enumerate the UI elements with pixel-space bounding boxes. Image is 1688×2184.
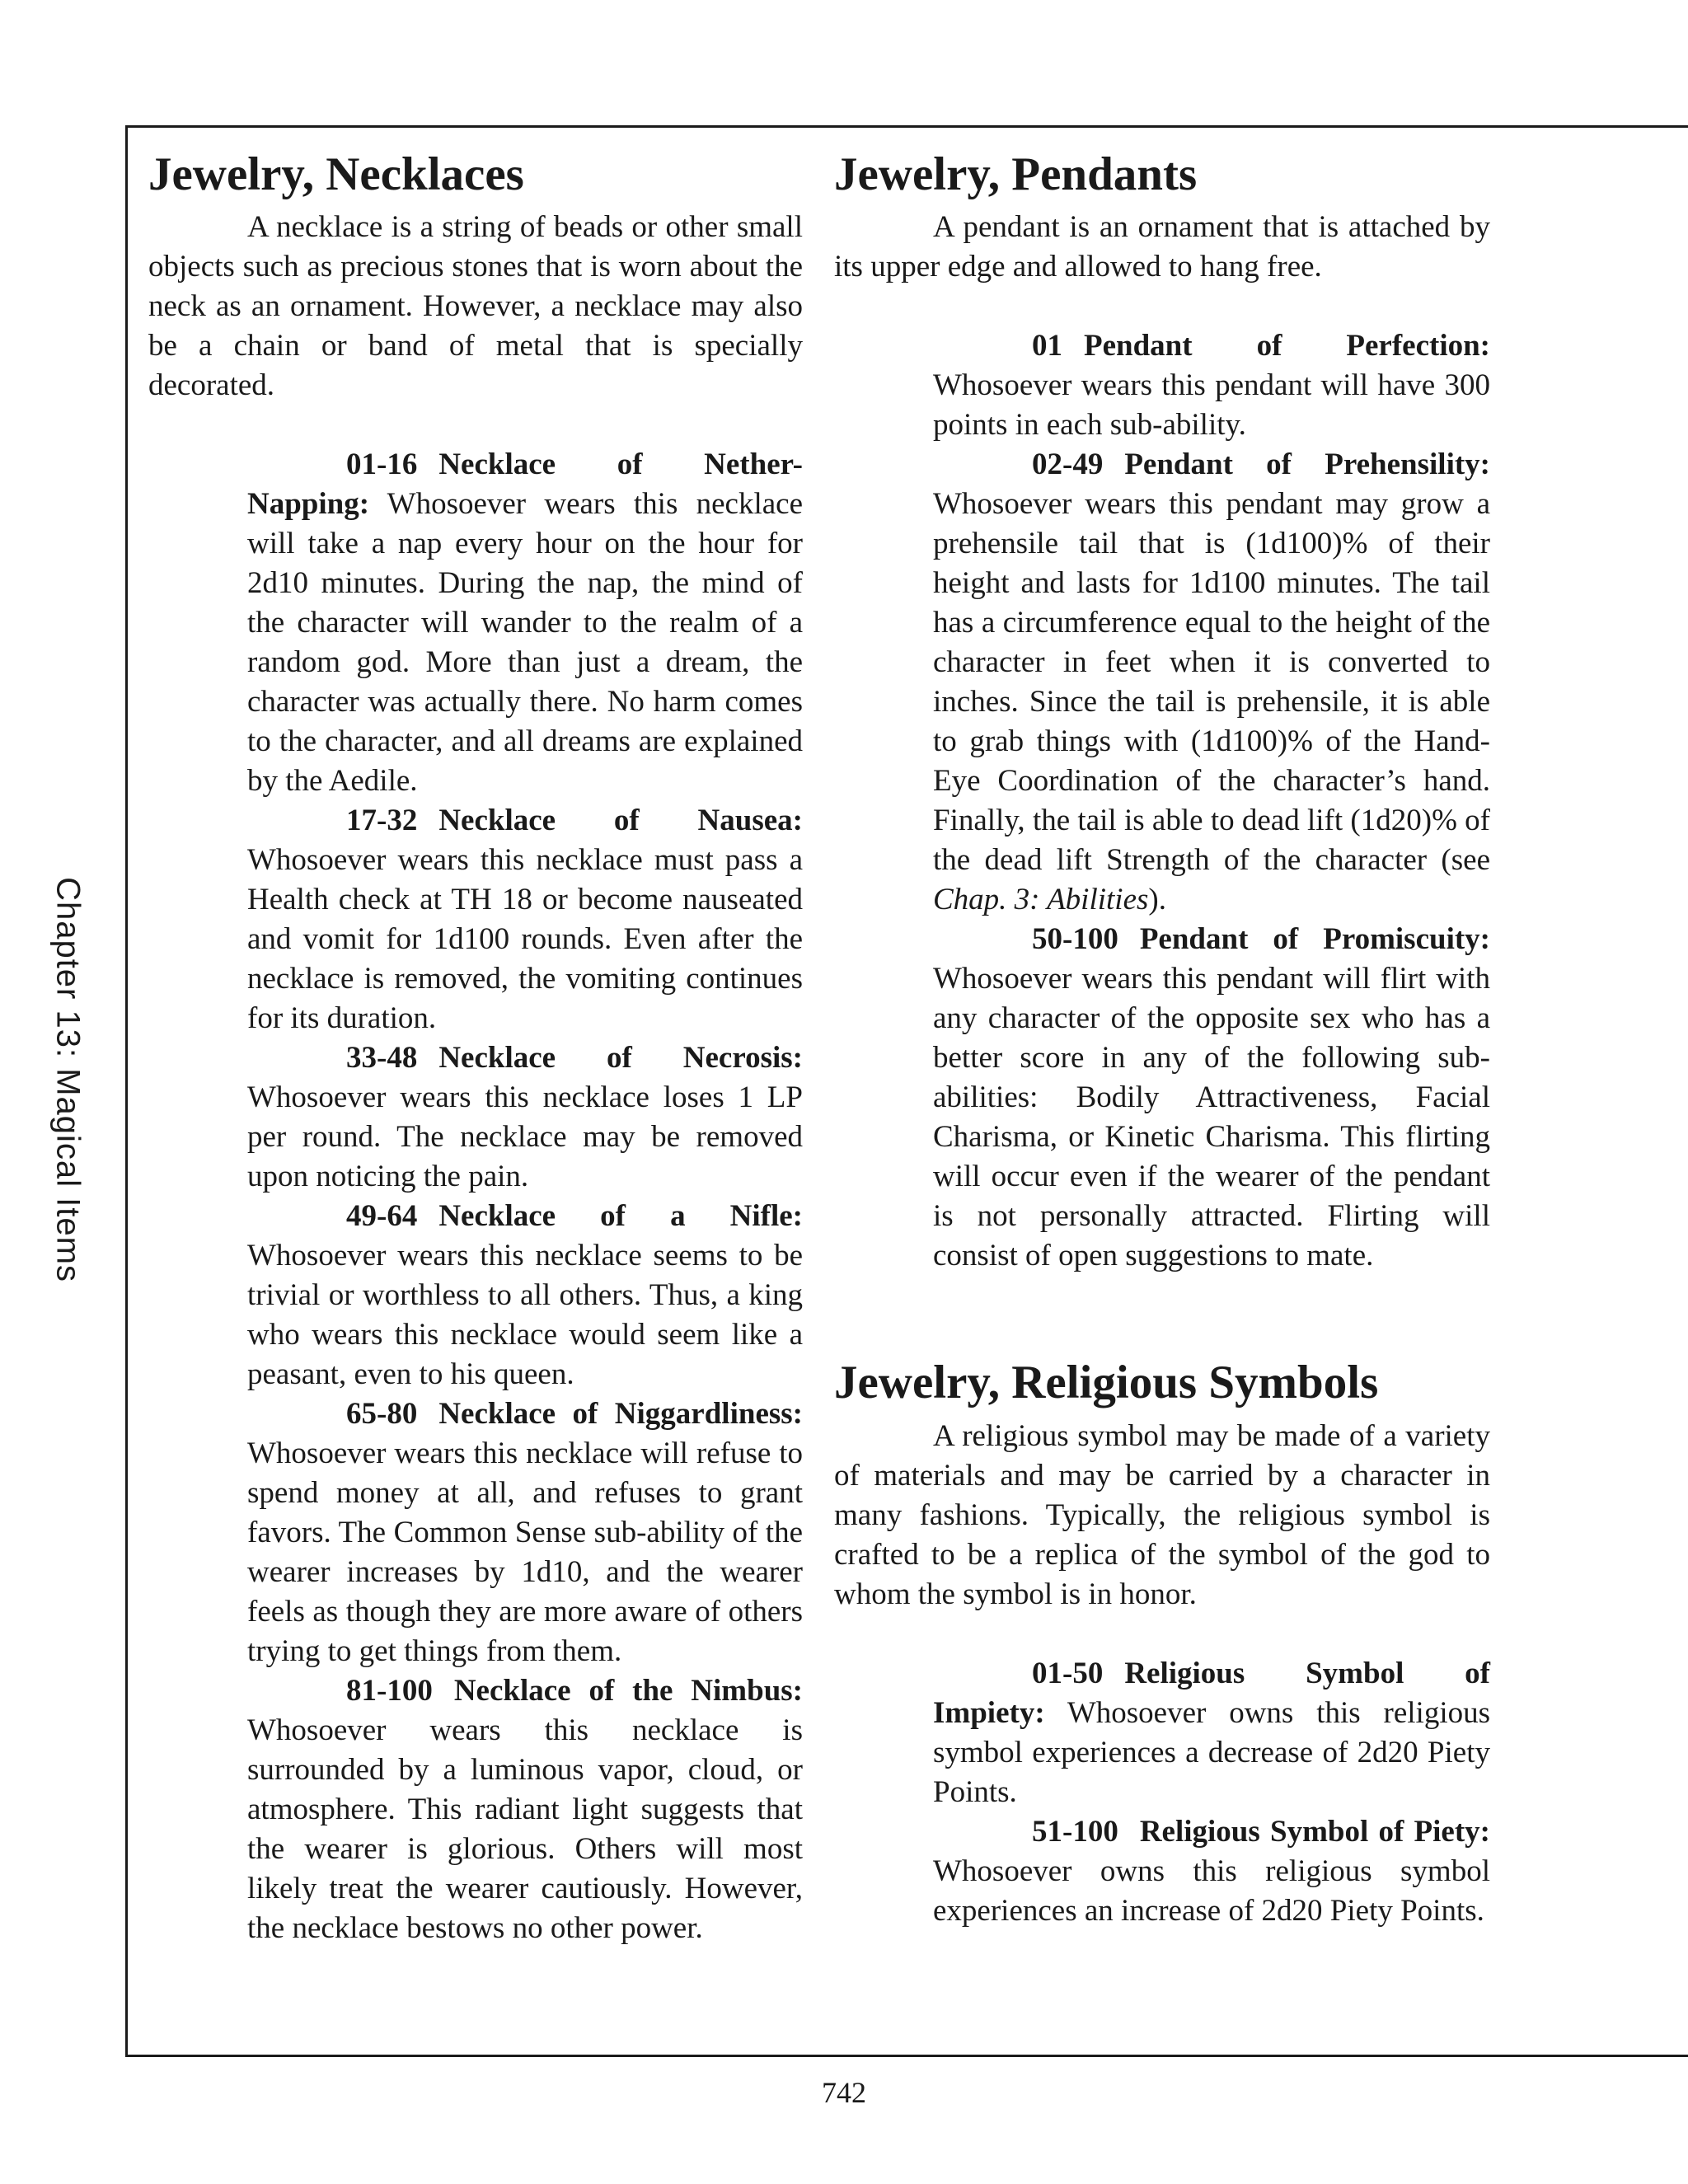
pendant-entry: 01 Pendant of Perfection: Whosoever wears this pendant will have 300 points in each sub-ability. xyxy=(933,329,1490,443)
left-column xyxy=(148,147,803,1948)
pendant-entry: 02-49 Pendant of Prehensility: Whosoever wears this pendant may grow a prehensile tail that is (1d100)% of their height and lasts for 1d100 minutes. The tail has a circumference equal to the height of the character in feet when it is converted to inches. Since the tail is prehensile, it is able to grab things with (1d100)% of the Hand-Eye Coordination of the character’s hand. Finally, the tail is able to dead lift (1d20)% of the dead lift Strength of the character (see Chap. 3: Abilities). xyxy=(933,448,1490,917)
necklace-entry: 17-32 Necklace of Nausea: Whosoever wears this necklace must pass a Health check at TH 18 or become nauseated and vomit for 1d100 rounds. Even after the necklace is removed, the vomiting continues for its duration. xyxy=(247,804,803,1036)
religious-entry: 51-100 Religious Symbol of Piety: Whosoever owns this religious symbol experiences an increase of 2d20 Piety Points. xyxy=(933,1814,1490,1928)
religious-heading: Jewelry, Religious Symbols xyxy=(834,1357,1379,1409)
chapter-side-label: Chapter 13: Magical Items xyxy=(49,877,87,1282)
pendants-heading: Jewelry, Pendants xyxy=(834,148,1198,200)
necklace-entry: 01-16 Necklace of Nether-Napping: Whosoever wears this necklace will take a nap every hour on the hour for 2d10 minutes. During the nap, the mind of the character will wander to the realm of a random god. More than just a dream, the character was actually there. No harm comes to the character, and all dreams are explained by the Aedile. xyxy=(247,448,803,799)
religious-entry: 01-50 Religious Symbol of Impiety: Whosoever owns this religious symbol experiences a decrease of 2d20 Piety Points. xyxy=(933,1656,1490,1809)
necklace-entry: 49-64 Necklace of a Nifle: Whosoever wears this necklace seems to be trivial or worthless to all others. Thus, a king who wears this necklace would seem like a peasant, even to his queen. xyxy=(247,1199,803,1392)
pendants-intro: A pendant is an ornament that is attached by its upper edge and allowed to hang free. xyxy=(834,210,1490,284)
pendant-entries xyxy=(834,326,1490,1276)
religious-intro: A religious symbol may be made of a variety of materials and may be carried by a character in many fashions. Typically, the religious symbol is crafted to be a replica of the symbol of the god to whom the symbol is in honor. xyxy=(834,1418,1490,1611)
right-column xyxy=(834,147,1490,1931)
necklace-entry: 33-48 Necklace of Necrosis: Whosoever wears this necklace loses 1 LP per round. The necklace may be removed upon noticing the pain. xyxy=(247,1041,803,1194)
page-number: 742 xyxy=(822,2076,866,2109)
pendant-entry: 50-100 Pendant of Promiscuity: Whosoever wears this pendant will flirt with any character of the opposite sex who has a better score in any of the following sub-abilities: Bodily Attractiveness, Facial Charisma, or Kinetic Charisma. This flirting will occur even if the wearer of the pendant is not personally attracted. Flirting will consist of open suggestions to mate. xyxy=(933,922,1490,1273)
religious-entries xyxy=(834,1654,1490,1931)
necklaces-heading: Jewelry, Necklaces xyxy=(148,148,524,200)
necklace-entry: 65-80 Necklace of Niggardliness: Whosoever wears this necklace will refuse to spend money at all, and refuses to grant favors. The Common Sense sub-ability of the wearer increases by 1d10, and the wearer feels as though they are more aware of others trying to get things from them. xyxy=(247,1397,803,1669)
necklace-entries xyxy=(148,445,803,1948)
chapter-reference: Chap. 3: Abilities xyxy=(933,883,1149,917)
necklaces-intro: A necklace is a string of beads or other small objects such as precious stones that is worn about the neck as an ornament. However, a necklace may also be a chain or band of metal that is specially decorated. xyxy=(148,210,803,403)
necklace-entry: 81-100 Necklace of the Nimbus: Whosoever wears this necklace is surrounded by a luminous vapor, cloud, or atmosphere. This radiant light suggests that the wearer is glorious. Others will most likely treat the wearer cautiously. However, the necklace bestows no other power. xyxy=(247,1674,803,1946)
